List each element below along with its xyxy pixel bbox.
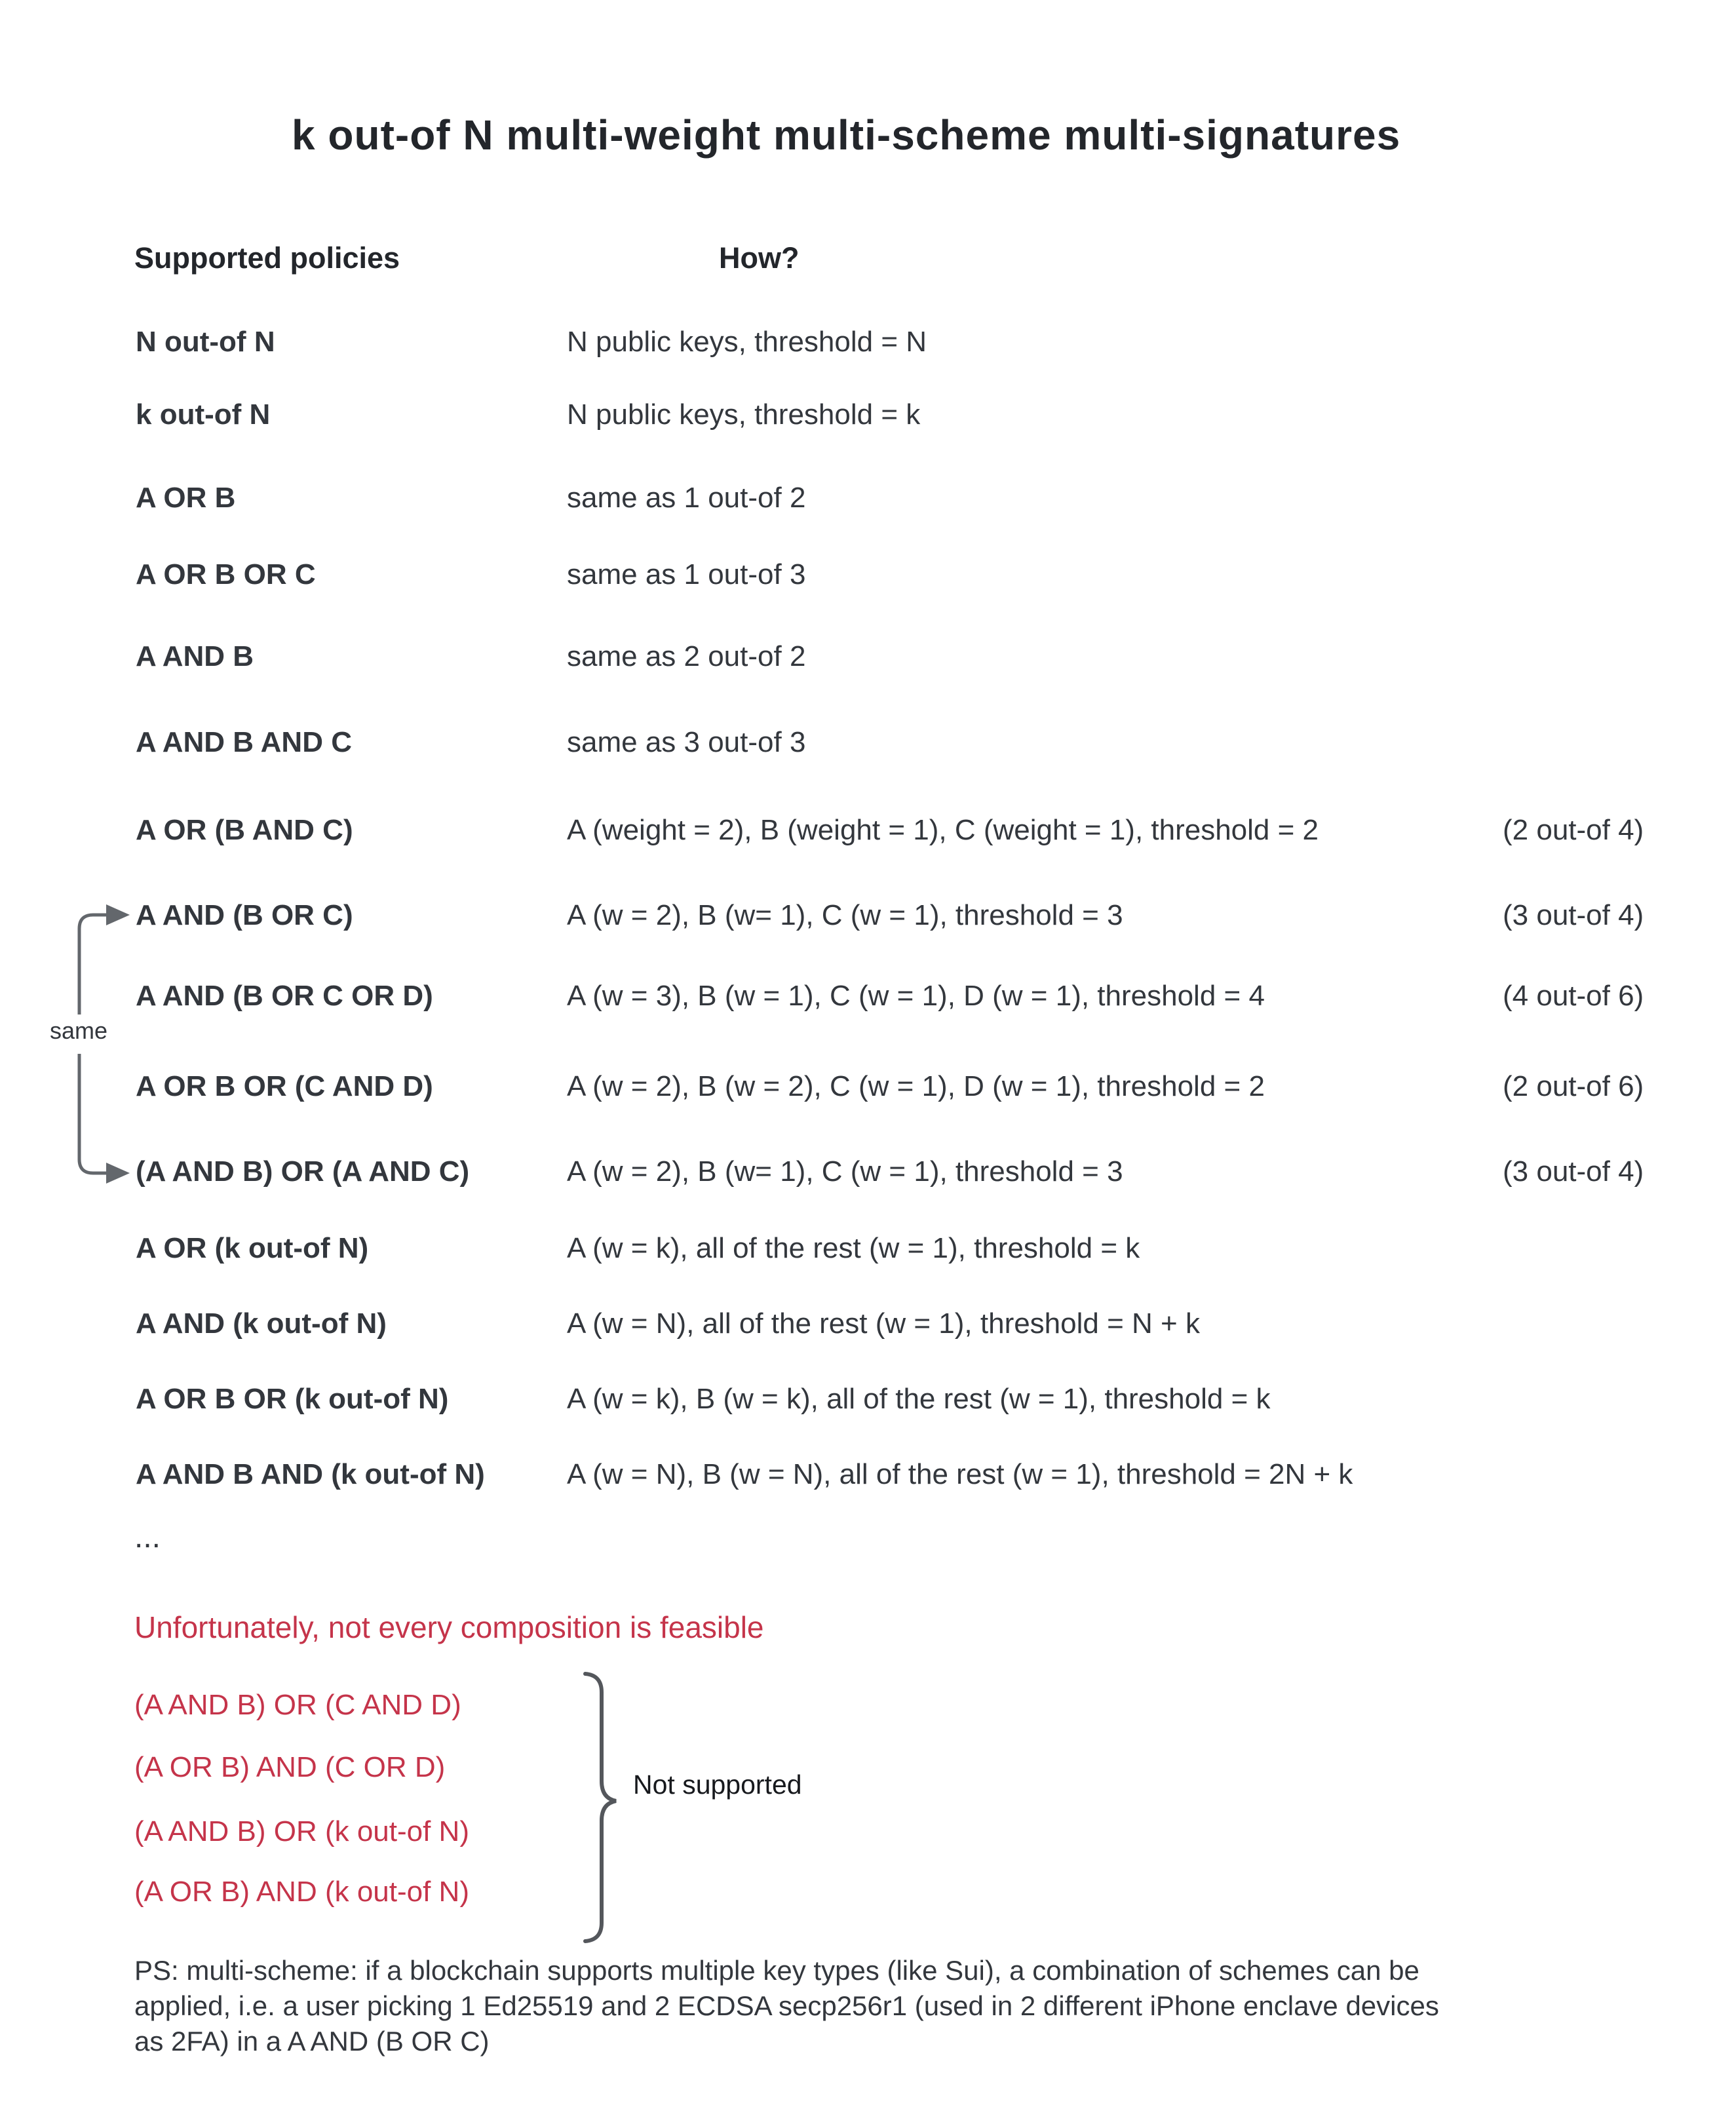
policy-label: A AND (k out-of N) (136, 1307, 387, 1340)
how-text: A (w = 3), B (w = 1), C (w = 1), D (w = 1), threshold = 4 (567, 980, 1265, 1012)
combo-badge: (3 out-of 4) (1503, 1155, 1644, 1188)
policy-label: A OR B OR C (136, 558, 316, 590)
how-text: same as 2 out-of 2 (567, 640, 806, 672)
policy-label: A AND (B OR C OR D) (136, 980, 433, 1012)
policy-label: A OR B OR (k out-of N) (136, 1383, 449, 1415)
unsupported-item: (A OR B) AND (k out-of N) (134, 1876, 469, 1908)
how-text: same as 1 out-of 3 (567, 558, 806, 590)
not-supported-label: Not supported (633, 1769, 802, 1800)
policy-label: A OR (k out-of N) (136, 1232, 369, 1264)
policy-label: A AND (B OR C) (136, 899, 353, 931)
how-text: A (w = 2), B (w = 2), C (w = 1), D (w = 1), threshold = 2 (567, 1070, 1265, 1102)
combo-badge: (2 out-of 4) (1503, 814, 1644, 846)
how-text: A (w = 2), B (w= 1), C (w = 1), threshold = 3 (567, 899, 1123, 931)
same-annotation-label: same (50, 1017, 108, 1044)
how-text: same as 3 out-of 3 (567, 726, 806, 758)
how-text: A (w = N), B (w = N), all of the rest (w = 1), threshold = 2N + k (567, 1458, 1353, 1490)
unsupported-heading: Unfortunately, not every composition is feasible (134, 1610, 764, 1644)
how-text: A (w = k), all of the rest (w = 1), threshold = k (567, 1232, 1140, 1264)
policy-label: A OR (B AND C) (136, 814, 353, 846)
policy-label: N out-of N (136, 326, 275, 358)
policy-label: k out-of N (136, 398, 271, 431)
ps-note-line: PS: multi-scheme: if a blockchain supports multiple key types (like Sui), a combination of schemes can be (134, 1955, 1419, 1986)
how-text: A (w = 2), B (w= 1), C (w = 1), threshold = 3 (567, 1155, 1123, 1188)
how-text: A (weight = 2), B (weight = 1), C (weight = 1), threshold = 2 (567, 814, 1319, 846)
combo-badge: (4 out-of 6) (1503, 980, 1644, 1012)
combo-badge: (3 out-of 4) (1503, 899, 1644, 931)
policy-label: A OR B OR (C AND D) (136, 1070, 433, 1102)
policy-label: A AND B AND C (136, 726, 352, 758)
policy-label: A AND B AND (k out-of N) (136, 1458, 485, 1490)
unsupported-item: (A AND B) OR (k out-of N) (134, 1815, 469, 1847)
unsupported-item: (A AND B) OR (C AND D) (134, 1689, 461, 1721)
column-header-supported-policies: Supported policies (134, 241, 400, 275)
policy-label: A AND B (136, 640, 254, 672)
page-title: k out-of N multi-weight multi-scheme multi-signatures (292, 111, 1401, 159)
ps-note-line: applied, i.e. a user picking 1 Ed25519 and 2 ECDSA secp256r1 (used in 2 different iPhone enclave devices (134, 1990, 1439, 2021)
column-header-how: How? (719, 241, 800, 275)
how-text: A (w = N), all of the rest (w = 1), threshold = N + k (567, 1307, 1200, 1340)
policy-label: (A AND B) OR (A AND C) (136, 1155, 470, 1188)
unsupported-item: (A OR B) AND (C OR D) (134, 1751, 446, 1783)
how-text: N public keys, threshold = N (567, 326, 927, 358)
how-text: same as 1 out-of 2 (567, 482, 806, 514)
policy-label: A OR B (136, 482, 236, 514)
how-text: N public keys, threshold = k (567, 398, 921, 431)
combo-badge: (2 out-of 6) (1503, 1070, 1644, 1102)
ps-note-line: as 2FA) in a A AND (B OR C) (134, 2026, 490, 2057)
table-ellipsis: ... (134, 1520, 161, 1555)
how-text: A (w = k), B (w = k), all of the rest (w = 1), threshold = k (567, 1383, 1271, 1415)
